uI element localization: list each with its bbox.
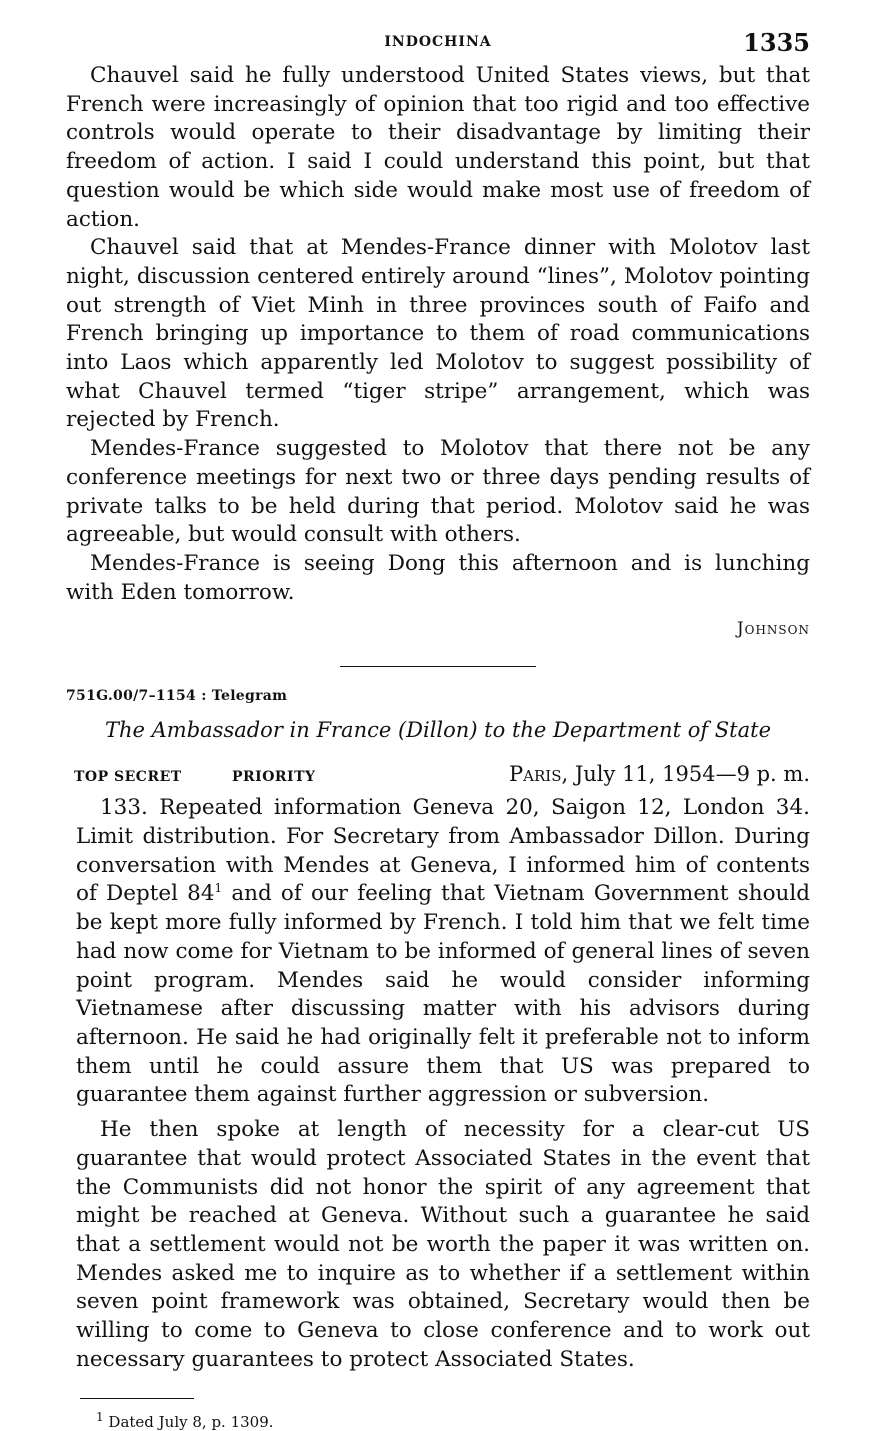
paragraph-text: 133. Repeated information Geneva 20, Saigon 12, London 34. Limit distribution. For Secretary from Ambassador Dillon. During conversation with Mendes at Geneva, I informed him of contents of Deptel 84	[76, 795, 810, 907]
body-paragraph	[76, 794, 810, 1110]
page-number: 1335	[743, 28, 810, 57]
body-paragraph: Chauvel said that at Mendes-France dinner with Molotov last night, discussion centered entirely around “lines”, Molotov pointing out strength of Viet Minh in three provinces south of Faifo and French bringing up importance to them of road communications into Laos which apparently led Molotov to suggest possibility of what Chauvel termed “tiger stripe” arrangement, which was rejected by French.	[66, 235, 810, 433]
dateline-date: , July 11, 1954—9 p. m.	[561, 762, 810, 787]
footnote-text: Dated July 8, p. 1309.	[108, 1413, 274, 1431]
classification-marking: TOP SECRET	[74, 769, 182, 786]
body-paragraph: He then spoke at length of necessity for a clear-cut US guarantee that would protect Associated States in the event that the Communists did not honor the spirit of any agreement that might be reached at Geneva. Without such a guarantee he said that a settlement would not be worth the paper it was written on. Mendes asked me to inquire as to whether if a settlement within seven point framework was obtained, Secretary would then be willing to come to Geneva to close conference and to work out necessary guarantees to protect Associated States.	[76, 1117, 810, 1372]
footnote	[96, 1410, 810, 1431]
footnote-rule	[80, 1398, 194, 1399]
signature: Johnson	[736, 619, 810, 640]
preceding-document-body	[66, 62, 810, 639]
running-head: INDOCHINA	[384, 34, 492, 50]
document-page	[66, 28, 810, 1431]
body-paragraph: Chauvel said he fully understood United States views, but that French were increasingly of opinion that too rigid and too effective controls would operate to their disadvantage by limiting their freedom of action. I said I could understand this point, but that question would be which side would make most use of freedom of action.	[66, 63, 810, 232]
classification-line	[66, 762, 810, 792]
dateline	[509, 762, 810, 786]
paragraph-text: and of our feeling that Vietnam Government should be kept more fully informed by French. I told him that we felt time had now come for Vietnam to be informed of general lines of seven point program. Mendes said he would consider informing Vietnamese after discussing matter with his advisors during afternoon. He said he had originally felt it preferable not to inform them until he could assure them that US was prepared to guarantee them against further aggression or subversion.	[76, 881, 810, 1108]
telegram-body	[76, 794, 810, 1374]
section-divider	[340, 666, 536, 667]
footnote-marker: 1	[96, 1410, 104, 1425]
document-title: The Ambassador in France (Dillon) to the Department of State	[104, 718, 771, 743]
page-header	[66, 28, 810, 62]
body-paragraph: Mendes-France is seeing Dong this afternoon and is lunching with Eden tomorrow.	[66, 550, 810, 605]
footnote-reference: 1	[214, 881, 223, 896]
file-reference: 751G.00/7–1154 : Telegram	[66, 688, 288, 705]
precedence-marking: PRIORITY	[232, 769, 316, 786]
body-paragraph: Mendes-France suggested to Molotov that there not be any conference meetings for next two or three days pending results of private talks to be held during that period. Molotov said he was agreeable, but would consult with others.	[66, 436, 810, 548]
dateline-place: Paris	[509, 762, 562, 787]
